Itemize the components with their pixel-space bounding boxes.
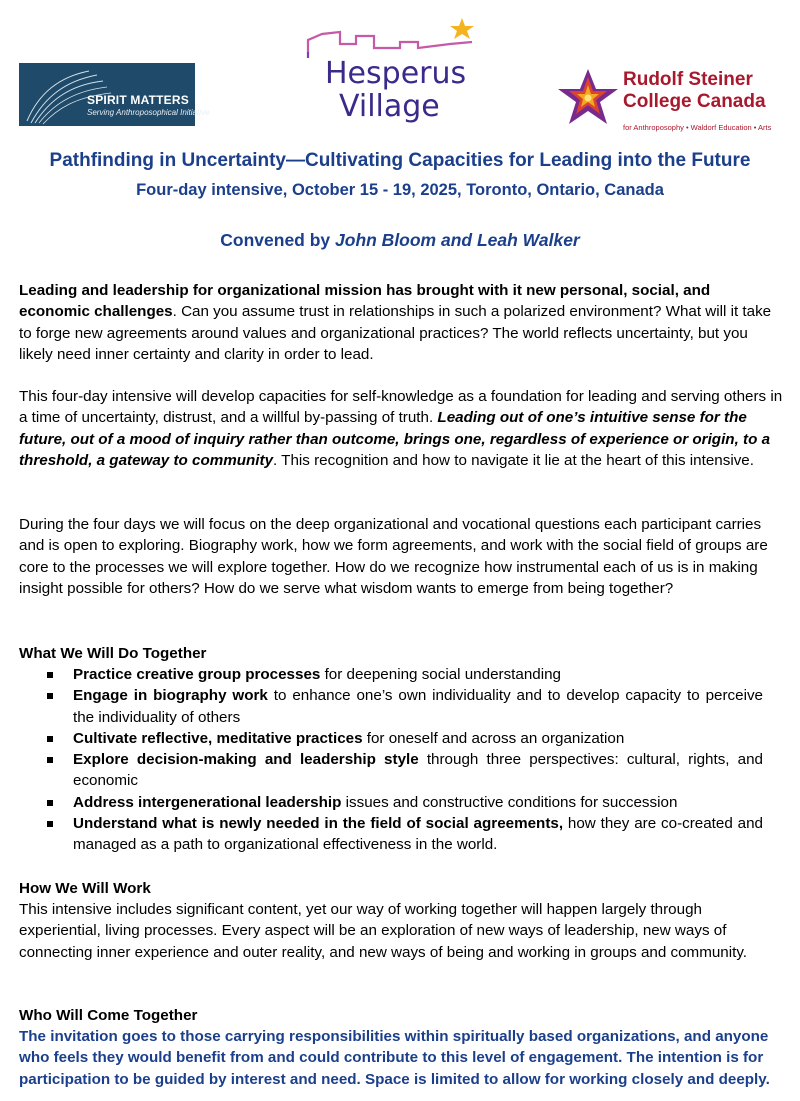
convener-names: John Bloom and Leah Walker xyxy=(335,230,580,250)
square-bullet-icon xyxy=(47,672,53,678)
square-bullet-icon xyxy=(47,821,53,827)
convened-prefix: Convened by xyxy=(220,230,336,250)
event-subtitle: Four-day intensive, October 15 - 19, 2025, Toronto, Ontario, Canada xyxy=(136,181,664,199)
hesperus-village-logo xyxy=(300,14,500,134)
how-paragraph: This intensive includes significant content, yet our way of working together will happen largely through experiential, living processes. Every aspect will be an exploration of new ways of leadership, new ways of connecting inner experience and outer reality, and new ways of being and working in groups and community. xyxy=(19,901,748,961)
hesperus-name-line1: Hesperus xyxy=(325,56,467,91)
list-item-text: issues and constructive conditions for succession xyxy=(341,793,678,811)
page-title: Pathfinding in Uncertainty—Cultivating Capacities for Leading into the Future xyxy=(49,150,751,171)
what-section-heading: What We Will Do Together xyxy=(19,645,207,662)
list-item-bold: Explore decision-making and leadership style xyxy=(73,751,419,769)
list-item-text: for oneself and across an organization xyxy=(362,729,625,747)
square-bullet-icon xyxy=(47,800,53,806)
list-item-bold: Address intergenerational leadership xyxy=(73,793,342,811)
rsc-name-line2: College Canada xyxy=(623,91,766,112)
list-item-text: for deepening social understanding xyxy=(320,666,562,683)
list-item xyxy=(19,813,783,856)
who-paragraph: The invitation goes to those carrying responsibilities within spiritually based organizations, and anyone who feels they would benefit from and could contribute to this level of engagement. The intention is for participation to be guided by interest and need. Space is limited to allow for working closely and deeply. xyxy=(19,1028,770,1088)
intro-p2-emphasis: Leading out of one’s intuitive sense for the future, out of a mood of inquiry rather than outcome, brings one, regardless of experience or origin, to a threshold, a gateway to community xyxy=(19,409,771,469)
spirit-matters-tagline: Serving Anthroposophical Initiative xyxy=(87,108,210,117)
rsc-name-line1: Rudolf Steiner xyxy=(623,69,753,90)
spirit-matters-name: SPIRIT MATTERS xyxy=(87,93,189,107)
intro-paragraph-3: During the four days we will focus on the deep organizational and vocational questions each participant carries and is open to exploring. Biography work, how we form agreements, and work with the social field of groups are core to the processes we will explore together. How do we recognize how instrumental each of us is in making insight possible for others? How do we serve what wisdom wants to emerge from being together? xyxy=(19,516,768,597)
star-icon xyxy=(450,18,474,39)
rudolf-steiner-college-logo xyxy=(555,69,785,139)
list-item-text: to enhance one’s own individuality and to develop capacity to perceive the individuality of others xyxy=(73,687,763,726)
what-list xyxy=(19,664,783,856)
intro-p1-bold: Leading and leadership for organizational mission has brought with it new personal, social, and economic challenges xyxy=(19,282,711,321)
star-emblem-icon xyxy=(555,67,621,133)
how-section-heading: How We Will Work xyxy=(19,880,151,897)
spirit-matters-logo xyxy=(19,63,210,126)
intro-p2-start: This four-day intensive will develop capacities for self-knowledge as a foundation for leading and serving others in a time of uncertainty, distrust, and a willful by-passing of truth. xyxy=(19,388,783,427)
intro-paragraph-2 xyxy=(19,386,783,471)
hesperus-name-line2: Village xyxy=(339,89,440,124)
list-item-bold: Understand what is newly needed in the field of social agreements, xyxy=(73,815,564,833)
intro-p2-end: . This recognition and how to navigate it lie at the heart of this intensive. xyxy=(273,451,754,469)
list-item xyxy=(19,685,783,728)
list-item xyxy=(19,664,783,685)
list-item-bold: Cultivate reflective, meditative practices xyxy=(73,729,363,747)
list-item-bold: Engage in biography work xyxy=(73,687,268,705)
list-item xyxy=(19,728,783,749)
square-bullet-icon xyxy=(47,693,53,699)
intro-p1-rest: . Can you assume trust in relationships in such a polarized environment? What will it take to forge new agreements around values and organizational practices? The world reflects uncertainty, but you likely need inner certainty and clarity in order to lead. xyxy=(19,303,772,363)
convened-by-line xyxy=(0,230,800,251)
who-section-heading: Who Will Come Together xyxy=(19,1007,198,1024)
intro-paragraph-1 xyxy=(19,280,783,365)
list-item-text: through three perspectives: cultural, rights, and economic xyxy=(73,751,763,790)
list-item xyxy=(19,749,783,792)
list-item-bold: Practice creative group processes xyxy=(73,666,321,683)
rsc-tagline: for Anthroposophy • Waldorf Education • Arts xyxy=(623,123,772,132)
square-bullet-icon xyxy=(47,757,53,763)
list-item-text: how they are co-created and managed as a path to organizational effectiveness in the world. xyxy=(73,815,763,854)
square-bullet-icon xyxy=(47,736,53,742)
list-item xyxy=(19,792,783,813)
